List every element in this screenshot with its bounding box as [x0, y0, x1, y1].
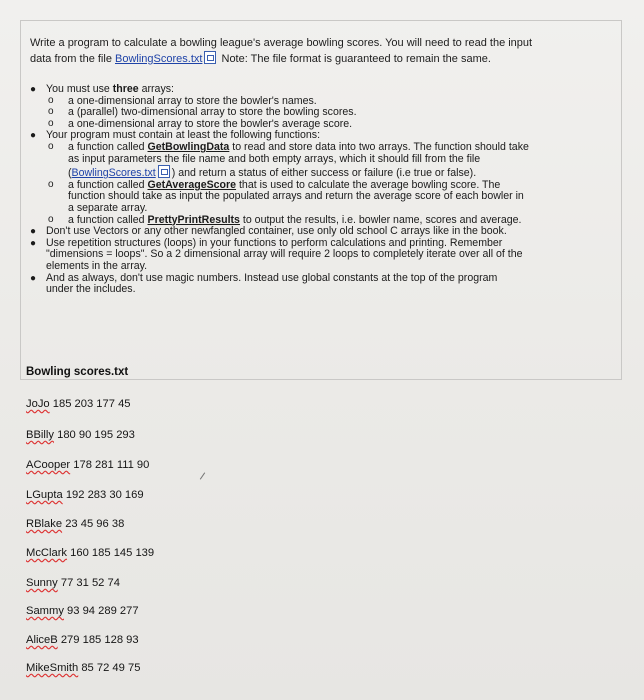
- bullet-dot: ●: [30, 130, 37, 142]
- bowler-name: McClark: [26, 547, 68, 559]
- bullet-arrays-post: arrays:: [138, 83, 174, 95]
- requirements-list: [24, 84, 614, 296]
- fn-get-average-score: GetAverageScore: [147, 178, 237, 191]
- s3-pre: a function called: [68, 213, 148, 226]
- s1-post1: to read and store data into two arrays. The function should take: [229, 140, 529, 153]
- file-icon[interactable]: [158, 165, 170, 178]
- s2-line3: a separate array.: [68, 201, 148, 214]
- s1-paren: (: [68, 167, 72, 180]
- bullet-dot: ●: [30, 84, 37, 95]
- bowler-scores: 93 94 289 277: [67, 605, 139, 617]
- sub-array-average-text: a one-dimensional array to store the bowler's average score.: [68, 117, 353, 130]
- s2-line2: function should take as input the populated arrays and return the average score of each bowler in: [68, 190, 524, 203]
- bowler-scores: 279 185 128 93: [60, 634, 139, 646]
- s2-post1: that is used to calculate the average bowling score. The: [236, 178, 501, 191]
- data-row: [26, 489, 144, 501]
- s1-line2: as input parameters the file name and both empty arrays, which it should fill from the file: [68, 152, 481, 165]
- data-row: [26, 662, 140, 674]
- s3-post: to output the results, i.e. bowler name, scores and average.: [239, 213, 522, 226]
- sub-bullet: o: [48, 213, 54, 225]
- bowler-name: BBilly: [26, 429, 54, 441]
- bullet-dot: ●: [30, 226, 37, 238]
- bowler-name: LGupta: [26, 489, 63, 501]
- sub-bullet: o: [48, 117, 54, 129]
- fn-get-bowling-data: GetBowlingData: [147, 140, 230, 153]
- s1-post2: ) and return a status of either success or failure (i.e true or false).: [171, 167, 477, 180]
- file-icon[interactable]: [204, 51, 216, 64]
- sub-get-bowling-data: [24, 142, 614, 180]
- bowling-scores-link-2[interactable]: BowlingScores.txt: [71, 167, 156, 180]
- sub-bullet: o: [48, 178, 54, 190]
- data-row: [26, 577, 120, 589]
- s2-pre: a function called: [68, 178, 148, 191]
- data-row: [26, 429, 135, 441]
- intro-line-2-pre: data from the file: [30, 53, 115, 65]
- bullet-magic-numbers: [24, 273, 614, 296]
- sub-array-scores-text: a (parallel) two-dimensional array to store the bowling scores.: [68, 106, 357, 119]
- bowler-scores: 23 45 96 38: [65, 518, 125, 530]
- b5-l1: And as always, don't use magic numbers. Instead use global constants at the top of the program: [46, 271, 498, 284]
- pen-mark: [200, 472, 205, 479]
- bullet-dot: ●: [30, 272, 37, 284]
- bowler-name: AliceB: [26, 634, 58, 646]
- intro-paragraph: [30, 36, 615, 67]
- data-row: [26, 518, 124, 530]
- bullet-repetition: [24, 238, 614, 273]
- sub-bullet: o: [48, 94, 54, 106]
- data-row: [26, 398, 131, 410]
- b4-l3: elements in the array.: [46, 259, 148, 272]
- bullet-arrays-bold: three: [112, 83, 139, 95]
- intro-line-1: Write a program to calculate a bowling league's average bowling scores. You will need to read the input: [30, 37, 533, 49]
- intro-line-2-post: Note: The file format is guaranteed to remain the same.: [218, 53, 491, 65]
- b4-l1: Use repetition structures (loops) in your functions to perform calculations and printing. Remember: [46, 236, 503, 249]
- bowler-scores: 160 185 145 139: [70, 547, 155, 559]
- sub-bullet: o: [48, 140, 54, 152]
- bowler-name: JoJo: [26, 398, 50, 410]
- sub-bullet: o: [48, 106, 54, 118]
- bowler-scores: 178 281 111 90: [73, 459, 150, 471]
- data-row: [26, 547, 154, 559]
- bowling-scores-link[interactable]: BowlingScores.txt: [115, 53, 203, 65]
- bowler-name: MikeSmith: [26, 662, 79, 674]
- fn-pretty-print-results: PrettyPrintResults: [147, 213, 240, 226]
- bullet-arrays-pre: You must use: [46, 83, 113, 95]
- bullet-dot: ●: [30, 237, 37, 249]
- bowler-scores: 192 283 30 169: [65, 489, 144, 501]
- data-file-title: Bowling scores.txt: [26, 366, 129, 378]
- bowler-name: Sammy: [26, 605, 64, 617]
- bullet-no-vectors-text: Don't use Vectors or any other newfangled container, use only old school C arrays like in the book.: [46, 225, 507, 238]
- bowler-name: RBlake: [26, 518, 63, 530]
- s1-pre: a function called: [68, 140, 148, 153]
- bowler-name: Sunny: [26, 577, 58, 589]
- data-row: [26, 634, 139, 646]
- bowler-scores: 85 72 49 75: [81, 662, 141, 674]
- bowler-scores: 180 90 195 293: [57, 429, 135, 441]
- intro-line-2: [30, 51, 615, 67]
- b5-l2: under the includes.: [46, 283, 136, 296]
- b4-l2: "dimensions = loops". So a 2 dimensional array will require 2 loops to completely iterate over all of the: [46, 248, 523, 261]
- bowler-scores: 185 203 177 45: [52, 398, 131, 410]
- sub-array-names-text: a one-dimensional array to store the bowler's names.: [68, 94, 317, 107]
- bullet-functions-text: Your program must contain at least the following functions:: [46, 129, 321, 142]
- bowler-name: ACooper: [26, 459, 71, 471]
- data-row: [26, 459, 149, 471]
- data-row: [26, 605, 139, 617]
- sub-get-average-score: [24, 180, 614, 215]
- bowler-scores: 77 31 52 74: [60, 577, 120, 589]
